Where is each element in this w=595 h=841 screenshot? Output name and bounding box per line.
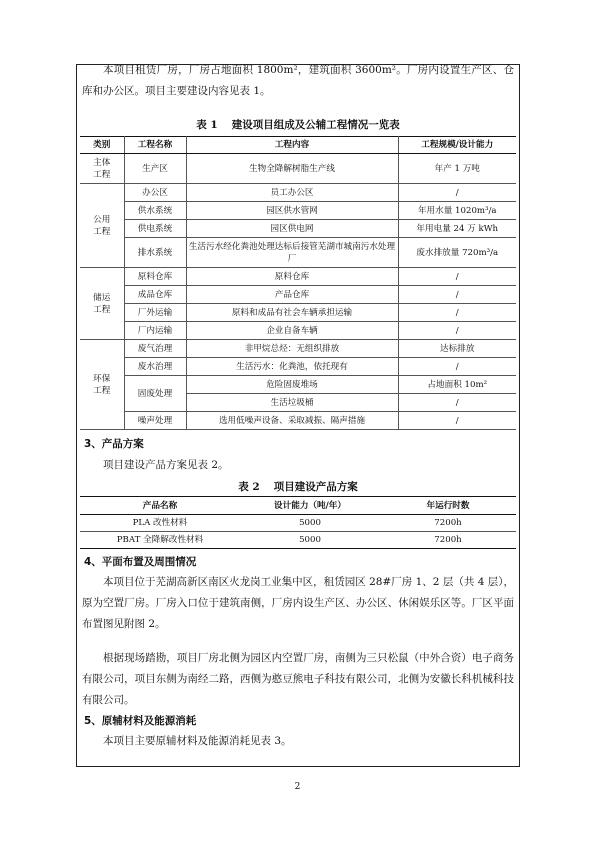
table-header-cell: 工程规模/设计能力 — [398, 137, 516, 154]
name-cell: 生产区 — [124, 154, 186, 184]
capacity-cell: / — [398, 358, 516, 376]
capacity-cell: / — [398, 304, 516, 322]
content-cell: 危险固废堆场 — [186, 376, 398, 394]
name-cell: 噪声处理 — [124, 412, 186, 430]
table-row — [80, 220, 516, 238]
capacity-cell: / — [398, 322, 516, 340]
table-row — [80, 304, 516, 322]
section4-heading: 4、平面布置及周围情况 — [84, 556, 197, 568]
content-cell: 园区供水管网 — [186, 202, 398, 220]
capacity-cell: 年用水量 1020m³/a — [398, 202, 516, 220]
content-cell: 原料仓库 — [186, 268, 398, 286]
section4-paragraph-2: 根据现场踏勘，项目厂房北侧为园区内空置厂房，南侧为三只松鼠（中外合资）电子商务有限公司，项目东侧为南经二路，西侧为憨豆熊电子科技有限公司，北侧为安徽长科机械科技有限公司。 — [82, 652, 514, 706]
content-cell: 选用低噪声设备、采取减振、隔声措施 — [186, 412, 398, 430]
table-row — [80, 412, 516, 430]
capacity-cell: / — [398, 394, 516, 412]
content-cell: 非甲烷总烃：无组织排放 — [186, 340, 398, 358]
section3-heading: 3、产品方案 — [84, 438, 144, 450]
section4-paragraph-1: 本项目位于芜湖高新区南区火龙岗工业集中区，租赁园区 28#厂房 1、2 层（共 4 层），原为空置厂房。厂房入口位于建筑南侧，厂房内设生产区、办公区、休闲娱乐区等。厂区平面布置图见附图 2。 — [82, 576, 514, 630]
table-header-cell: 工程名称 — [124, 137, 186, 154]
page-number: 2 — [294, 782, 301, 792]
capacity-cell: 占地面积 10m² — [398, 376, 516, 394]
table-row — [80, 154, 516, 184]
table-row — [80, 202, 516, 220]
table-header-cell: 工程内容 — [186, 137, 398, 154]
table-row — [80, 268, 516, 286]
product-name-cell: PBAT 全降解改性材料 — [80, 532, 240, 549]
section3-text: 项目建设产品方案见表 2。 — [103, 459, 229, 471]
capacity-cell: 达标排放 — [398, 340, 516, 358]
content-cell: 企业自备车辆 — [186, 322, 398, 340]
name-cell: 厂内运输 — [124, 322, 186, 340]
name-cell: 废气治理 — [124, 340, 186, 358]
capacity-cell: / — [398, 412, 516, 430]
table2-caption — [80, 480, 516, 494]
table-row — [80, 322, 516, 340]
table-row — [80, 286, 516, 304]
name-cell: 供电系统 — [124, 220, 186, 238]
name-cell: 供水系统 — [124, 202, 186, 220]
category-cell: 主体工程 — [80, 154, 124, 184]
table-row — [80, 532, 516, 549]
table-header-row — [80, 497, 516, 515]
content-cell: 产品仓库 — [186, 286, 398, 304]
table-row — [80, 376, 516, 394]
name-cell: 成品仓库 — [124, 286, 186, 304]
annual-hours-cell: 7200h — [380, 532, 516, 549]
table1-number: 表 1 — [196, 119, 218, 131]
content-cell: 生活污水经化粪池处理达标后接管芜湖市城南污水处理厂 — [186, 238, 398, 268]
name-cell: 原料仓库 — [124, 268, 186, 286]
name-cell: 废水治理 — [124, 358, 186, 376]
category-cell: 公用工程 — [80, 184, 124, 268]
content-cell: 生活污水：化粪池，依托现有 — [186, 358, 398, 376]
table1-title: 建设项目组成及公辅工程情况一览表 — [231, 119, 400, 131]
design-capacity-cell: 5000 — [240, 515, 380, 532]
content-cell: 生物全降解树脂生产线 — [186, 154, 398, 184]
capacity-cell: / — [398, 286, 516, 304]
capacity-cell: 年产 1 万吨 — [398, 154, 516, 184]
capacity-cell: / — [398, 184, 516, 202]
category-cell: 储运工程 — [80, 268, 124, 340]
annual-hours-cell: 7200h — [380, 515, 516, 532]
table-header-row — [80, 137, 516, 154]
section5-text: 本项目主要原辅材料及能源消耗见表 3。 — [103, 735, 292, 747]
content-cell: 原料和成品有社会车辆承担运输 — [186, 304, 398, 322]
category-cell: 环保工程 — [80, 340, 124, 430]
design-capacity-cell: 5000 — [240, 532, 380, 549]
table-header-cell: 设计能力（吨/年） — [240, 497, 380, 515]
table-row — [80, 340, 516, 358]
content-cell: 生活垃圾桶 — [186, 394, 398, 412]
name-cell: 排水系统 — [124, 238, 186, 268]
name-cell: 办公区 — [124, 184, 186, 202]
table-row — [80, 515, 516, 532]
project-composition-table — [80, 136, 516, 430]
table2-title: 项目建设产品方案 — [273, 481, 358, 493]
table-header-cell: 类别 — [80, 137, 124, 154]
table2-number: 表 2 — [238, 481, 260, 493]
content-cell: 园区供电网 — [186, 220, 398, 238]
content-cell: 员工办公区 — [186, 184, 398, 202]
table-header-cell: 年运行时数 — [380, 497, 516, 515]
name-cell: 固废处理 — [124, 376, 186, 412]
intro-paragraph: 本项目租赁厂房，厂房占地面积 1800m²，建筑面积 3600m²。厂房内设置生产区、仓库和办公区。项目主要建设内容见表 1。 — [82, 64, 514, 97]
name-cell: 厂外运输 — [124, 304, 186, 322]
product-plan-table — [80, 496, 516, 549]
table-row — [80, 184, 516, 202]
table-row — [80, 238, 516, 268]
capacity-cell: 废水排放量 720m³/a — [398, 238, 516, 268]
section5-heading: 5、原辅材料及能源消耗 — [84, 715, 197, 727]
table-header-cell: 产品名称 — [80, 497, 240, 515]
capacity-cell: / — [398, 268, 516, 286]
table1-caption — [80, 118, 516, 132]
table-row — [80, 358, 516, 376]
capacity-cell: 年用电量 24 万 kWh — [398, 220, 516, 238]
product-name-cell: PLA 改性材料 — [80, 515, 240, 532]
